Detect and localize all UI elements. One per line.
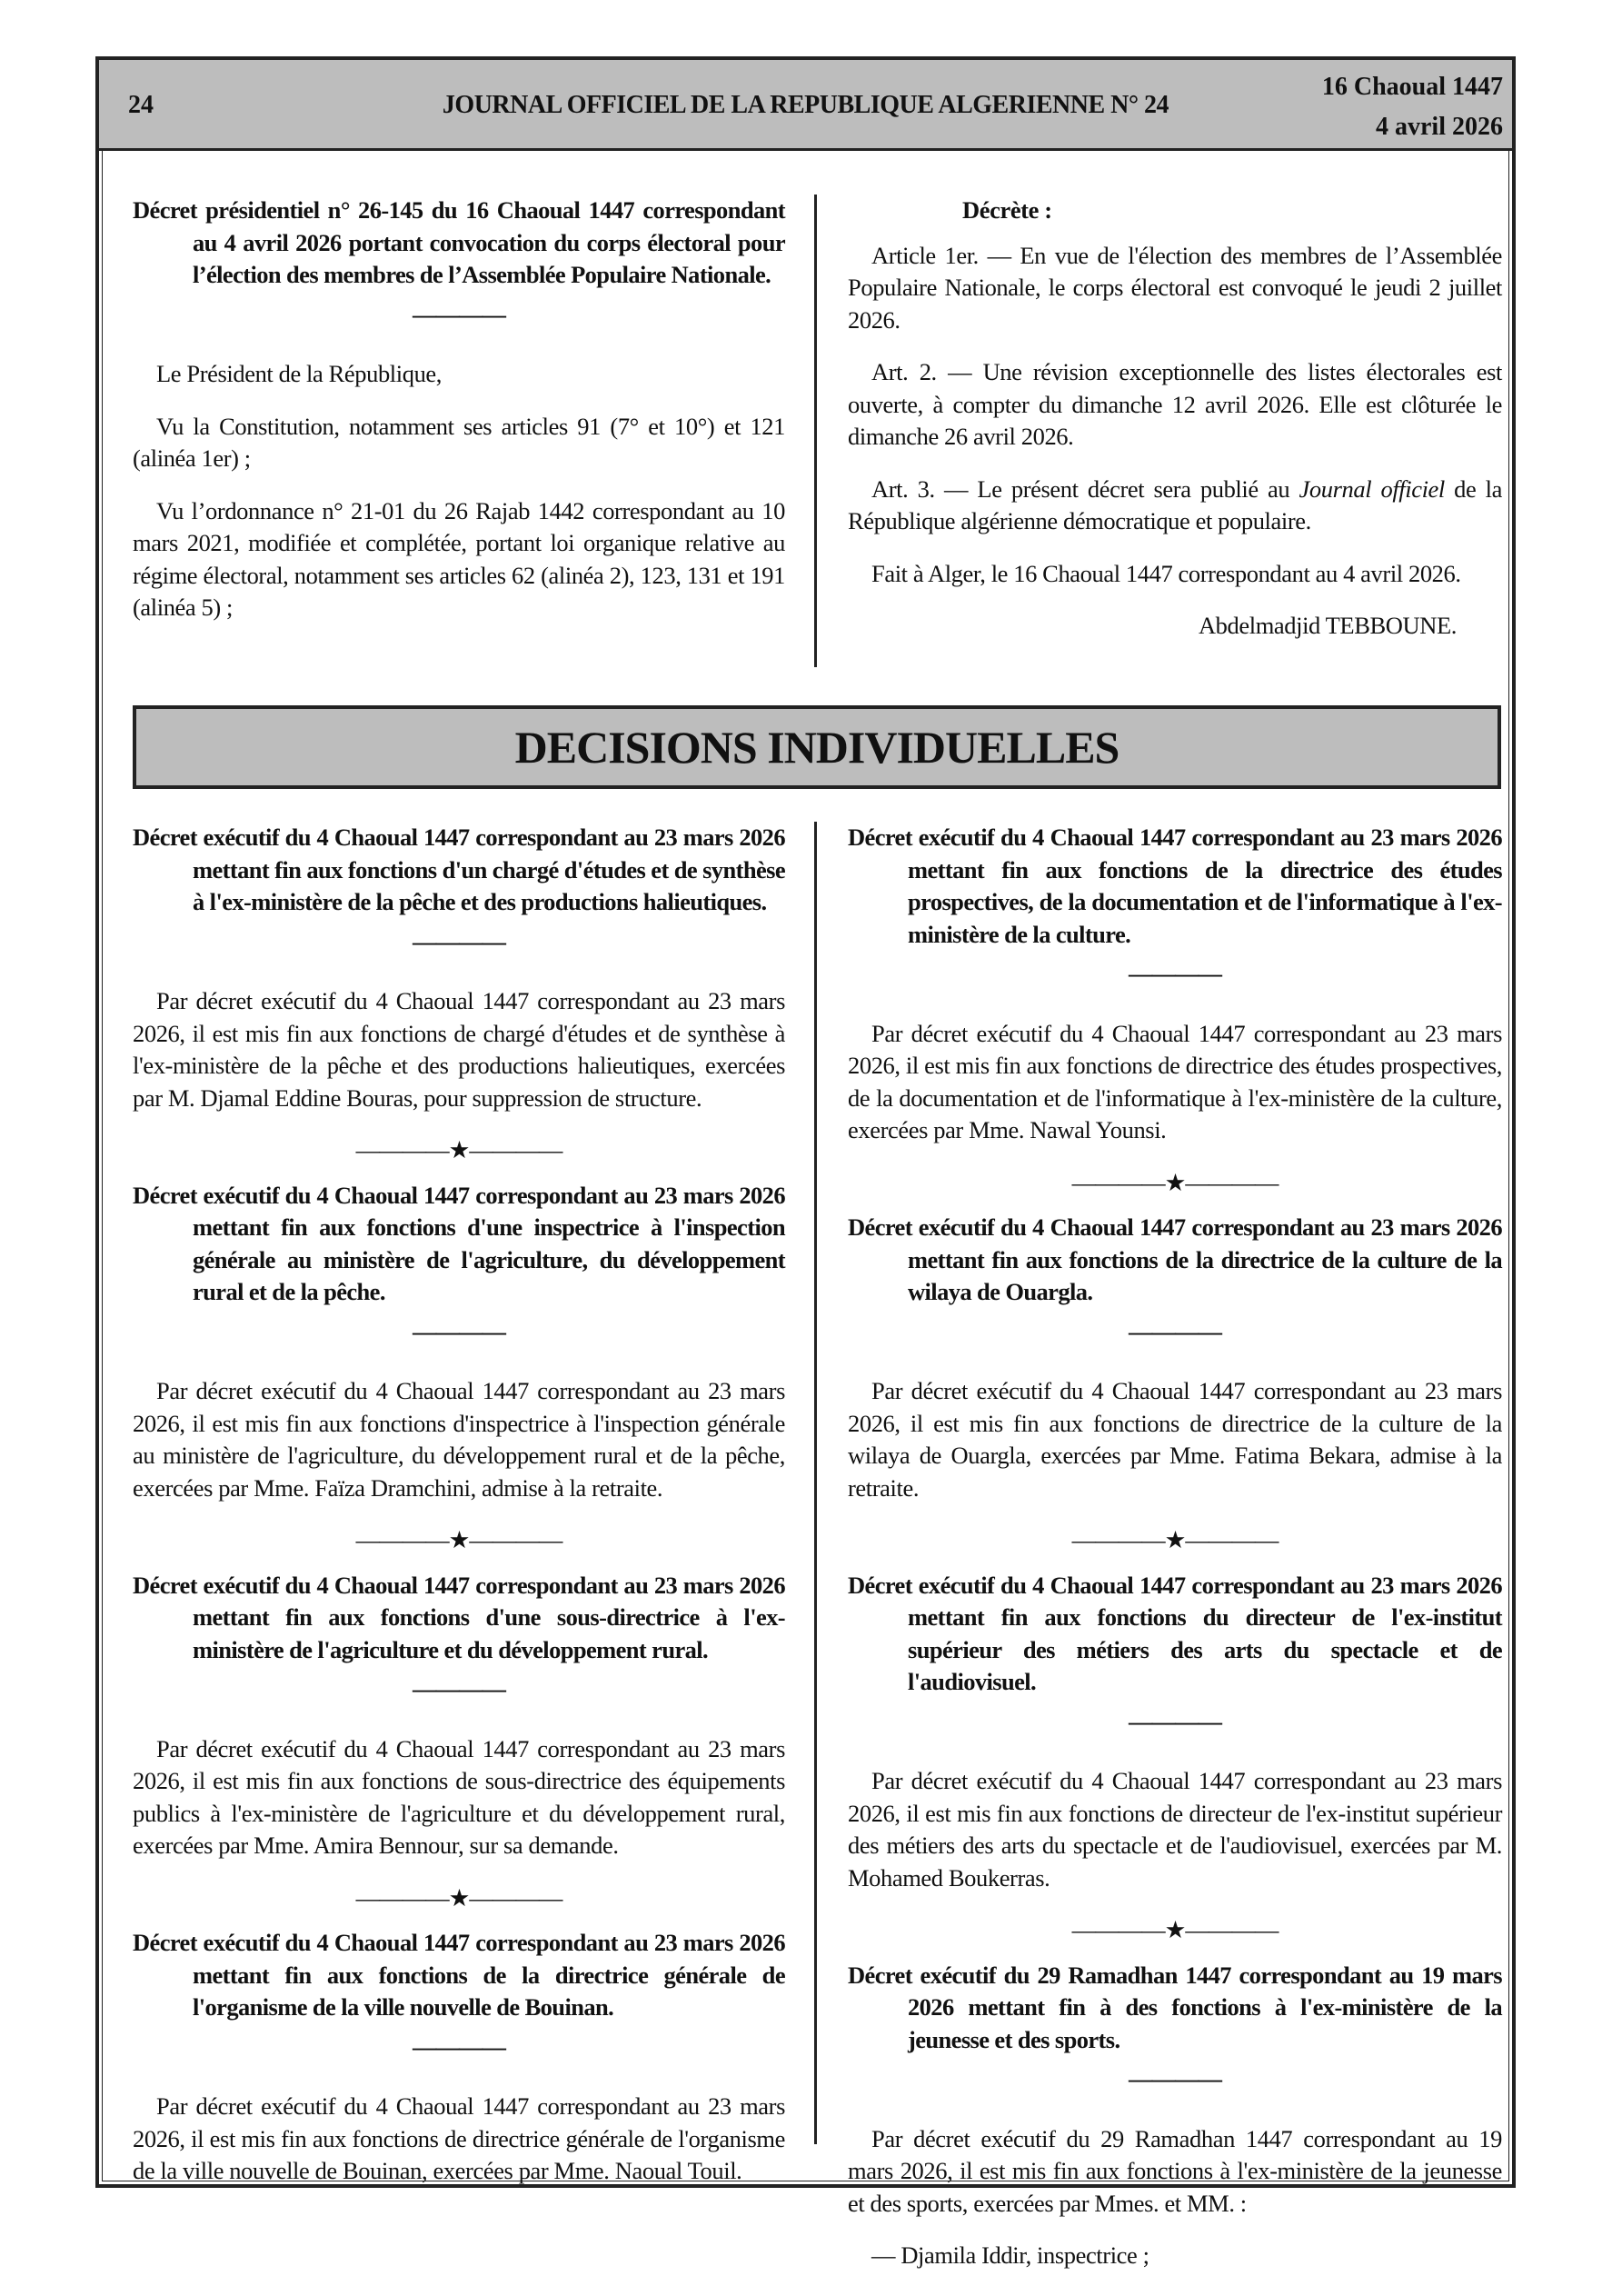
presidential-decree-right bbox=[848, 195, 1502, 663]
separator: ———— bbox=[413, 927, 505, 955]
decree bbox=[133, 822, 785, 1167]
journal-officiel: Journal officiel bbox=[1299, 474, 1445, 503]
decree-title: Décret exécutif du 29 Ramadhan 1447 correspondant au 19 mars 2026 mettant fin à des fonctions à l'ex-ministère de la jeunesse et des sports. bbox=[848, 1961, 1502, 2053]
fait-a-alger: Fait à Alger, le 16 Chaoual 1447 correspondant au 4 avril 2026. bbox=[871, 559, 1461, 587]
article-3-text: de la République algérienne démocratique et populaire. bbox=[848, 474, 1502, 534]
decree-body: Par décret exécutif du 4 Chaoual 1447 correspondant au 23 mars 2026, il est mis fin aux fonctions de chargé d'études et de synthèse à l'ex-ministère de la pêche et des productions halieutiques, exercées par M. Djamal Eddine Bouras, pour suppression de structure. bbox=[133, 987, 785, 1112]
decree-title: Décret exécutif du 4 Chaoual 1447 correspondant au 23 mars 2026 mettant fin aux fonctions de la directrice des études prospectives, de la documentation et de l'informatique à l'ex-ministère de la culture. bbox=[848, 824, 1502, 948]
separator: ———— bbox=[413, 2032, 505, 2061]
separator: ———— bbox=[1129, 1317, 1221, 1345]
decree bbox=[848, 1212, 1502, 1557]
decree bbox=[848, 1570, 1502, 1947]
decree-list-item: — Djamila Iddir, inspectrice ; bbox=[871, 2241, 1149, 2269]
separator: ———— bbox=[413, 300, 505, 328]
decree-body: Par décret exécutif du 4 Chaoual 1447 correspondant au 23 mars 2026, il est mis fin aux fonctions de directeur de l'ex-institut supérieur des métiers des arts du spectacle et de l'audiovisuel, exercées par M. Mohamed Boukerras. bbox=[848, 1767, 1502, 1892]
star-separator: ————★———— bbox=[355, 1136, 562, 1163]
paragraph: Vu la Constitution, notamment ses articles 91 (7° et 10°) et 121 (alinéa 1er) ; bbox=[133, 412, 785, 472]
decree bbox=[133, 1570, 785, 1915]
decree-body: Par décret exécutif du 4 Chaoual 1447 correspondant au 23 mars 2026, il est mis fin aux fonctions de directrice de la culture de la wilaya de Ouargla, exercées par Mme. Fatima Bekara, admise à la retraite. bbox=[848, 1377, 1502, 1502]
star-separator: ————★———— bbox=[355, 1883, 562, 1912]
column-divider bbox=[814, 822, 817, 2144]
journal-title: JOURNAL OFFICIEL DE LA REPUBLIQUE ALGERIENNE N° 24 bbox=[442, 91, 1169, 119]
journal-header bbox=[99, 60, 1512, 151]
article-3-text: Art. 3. — Le présent décret sera publié au bbox=[871, 474, 1299, 503]
decisions-left-column bbox=[133, 822, 785, 2208]
article-1: Article 1er. — En vue de l'élection des membres de l’Assemblée Populaire Nationale, le corps électoral est convoqué le jeudi 2 juillet 2026. bbox=[848, 241, 1502, 334]
decree-body: Par décret exécutif du 29 Ramadhan 1447 correspondant au 19 mars 2026, il est mis fin aux fonctions à l'ex-ministère de la jeunesse et des sports, exercées par Mmes. et MM. : bbox=[848, 2124, 1502, 2217]
decree-title: Décret exécutif du 4 Chaoual 1447 correspondant au 23 mars 2026 mettant fin aux fonctions d'un chargé d'études et de synthèse à l'ex-ministère de la pêche et des productions halieutiques. bbox=[133, 824, 785, 915]
decree bbox=[133, 1927, 785, 2188]
decree-title: Décret présidentiel n° 26-145 du 16 Chaoual 1447 correspondant au 4 avril 2026 portant convocation du corps électoral pour l’élection des membres de l’Assemblée Populaire Nationale. bbox=[133, 196, 785, 288]
decree bbox=[848, 1960, 1502, 2272]
decisions-right-column bbox=[848, 822, 1502, 2292]
paragraph: Le Président de la République, bbox=[156, 360, 443, 387]
hijri-date: 16 Chaoual 1447 bbox=[1321, 73, 1503, 101]
presidential-decree-left bbox=[133, 195, 785, 644]
separator: ———— bbox=[413, 1675, 505, 1702]
article-2: Art. 2. — Une révision exceptionnelle des listes électorales est ouverte, à compter du dimanche 12 avril 2026. Elle est clôturée le dimanche 26 avril 2026. bbox=[848, 358, 1502, 450]
decree-body: Par décret exécutif du 4 Chaoual 1447 correspondant au 23 mars 2026, il est mis fin aux fonctions de sous-directrice des équipements publics à l'ex-ministère de l'agriculture et du développement rural, exercées par Mme. Amira Bennour, sur sa demande. bbox=[133, 1734, 785, 1859]
signature: Abdelmadjid TEBBOUNE. bbox=[1198, 612, 1457, 639]
decree-body: Par décret exécutif du 4 Chaoual 1447 correspondant au 23 mars 2026, il est mis fin aux fonctions de directrice des études prospectives, de la documentation et de l'informatique à l'ex-ministère de la culture, exercées par Mme. Nawal Younsi. bbox=[848, 1019, 1502, 1143]
star-separator: ————★———— bbox=[1071, 1168, 1279, 1196]
gregorian-date: 4 avril 2026 bbox=[1376, 113, 1503, 141]
article-3 bbox=[848, 474, 1502, 538]
star-separator: ————★———— bbox=[1071, 1526, 1279, 1553]
decree-title: Décret exécutif du 4 Chaoual 1447 correspondant au 23 mars 2026 mettant fin aux fonctions de la directrice de la culture de la wilaya de Ouargla. bbox=[848, 1213, 1502, 1305]
column-divider bbox=[814, 195, 817, 667]
section-banner: DECISIONS INDIVIDUELLES bbox=[133, 705, 1501, 789]
decrete-heading: Décrète : bbox=[962, 196, 1052, 224]
separator: ———— bbox=[1129, 2065, 1221, 2092]
star-separator: ————★———— bbox=[1071, 1916, 1279, 1943]
decree-title: Décret exécutif du 4 Chaoual 1447 correspondant au 23 mars 2026 mettant fin aux fonctions du directeur de l'ex-institut supérieur des métiers des arts du spectacle et de l'audiovisuel. bbox=[848, 1571, 1502, 1695]
decree-body: Par décret exécutif du 4 Chaoual 1447 correspondant au 23 mars 2026, il est mis fin aux fonctions d'inspectrice à l'inspection générale au ministère de l'agriculture, du développement rural et de la pêche, exercées par Mme. Faïza Dramchini, admise à la retraite. bbox=[133, 1377, 785, 1502]
star-separator: ————★———— bbox=[355, 1526, 562, 1553]
decree-title: Décret exécutif du 4 Chaoual 1447 correspondant au 23 mars 2026 mettant fin aux fonctions d'une sous-directrice à l'ex-ministère de l'agriculture et du développement rural. bbox=[133, 1571, 785, 1663]
decree bbox=[133, 1180, 785, 1557]
paragraph: Vu l’ordonnance n° 21-01 du 26 Rajab 1442 correspondant au 10 mars 2021, modifiée et complétée, portant loi organique relative au régime électoral, notamment ses articles 62 (alinéa 2), 123, 131 et 191 (alinéa 5) ; bbox=[133, 496, 785, 621]
separator: ———— bbox=[1129, 960, 1221, 987]
page-number: 24 bbox=[128, 91, 154, 119]
decree bbox=[848, 822, 1502, 1199]
decree-title: Décret exécutif du 4 Chaoual 1447 correspondant au 23 mars 2026 mettant fin aux fonctions d'une inspectrice à l'inspection générale au ministère de l'agriculture, du développement rural et de la pêche. bbox=[133, 1181, 785, 1305]
separator: ———— bbox=[413, 1317, 505, 1345]
separator: ———— bbox=[1129, 1707, 1221, 1735]
issue-date bbox=[1322, 67, 1503, 147]
decree-body: Par décret exécutif du 4 Chaoual 1447 correspondant au 23 mars 2026, il est mis fin aux fonctions de directrice générale de l'organisme de la ville nouvelle de Bouinan, exercées par Mme. Naoual Touil. bbox=[133, 2092, 785, 2184]
decree-title: Décret exécutif du 4 Chaoual 1447 correspondant au 23 mars 2026 mettant fin aux fonctions de la directrice générale de l'organisme de la ville nouvelle de Bouinan. bbox=[133, 1929, 785, 2021]
